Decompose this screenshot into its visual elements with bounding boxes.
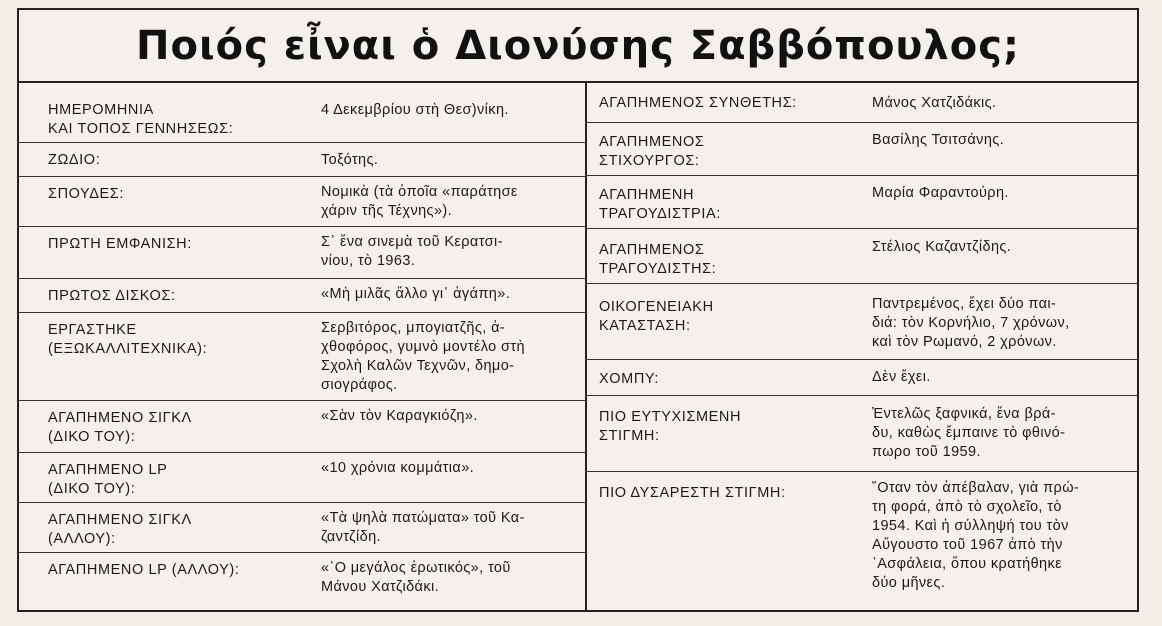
table-row: [585, 123, 1137, 176]
table-row: [19, 143, 585, 177]
table-row: [585, 83, 1137, 123]
table-row: [19, 313, 585, 401]
row-label: ΑΓΑΠΗΜΕΝΟ LP (ΑΛΛΟΥ):: [48, 562, 240, 578]
row-value: Δὲν ἔχει.: [872, 369, 931, 385]
table-row: [585, 396, 1137, 472]
row-label: ΧΟΜΠΥ:: [599, 371, 659, 387]
row-value: 4 Δεκεμβρίου στὴ Θεσ)νίκη.: [321, 102, 509, 118]
questionnaire-frame: [17, 8, 1139, 612]
row-value: Νομικὰ (τὰ ὁποῖα «παράτησε χάριν τῆς Τέχνης»).: [321, 184, 518, 219]
table-row: [585, 472, 1137, 614]
row-label: ΠΡΩΤΗ ΕΜΦΑΝΙΣΗ:: [48, 236, 192, 252]
row-label: ΑΓΑΠΗΜΕΝΗ ΤΡΑΓΟΥΔΙΣΤΡΙΑ:: [599, 187, 721, 222]
row-label: ΠΡΩΤΟΣ ΔΙΣΚΟΣ:: [48, 288, 176, 304]
table-row: [585, 176, 1137, 229]
row-label: ΑΓΑΠΗΜΕΝΟΣ ΣΤΙΧΟΥΡΓΟΣ:: [599, 134, 705, 169]
table-row: [19, 553, 585, 614]
row-value: Σ᾿ ἕνα σινεμὰ τοῦ Κερατσι- νίου, τὸ 1963.: [321, 234, 503, 269]
row-label: ΑΓΑΠΗΜΕΝΟ ΣΙΓΚΛ (ΑΛΛΟΥ):: [48, 512, 192, 547]
row-value: «Σὰν τὸν Καραγκιόζη».: [321, 408, 478, 424]
row-value: «10 χρόνια κομμάτια».: [321, 460, 475, 476]
row-value: Βασίλης Τσιτσάνης.: [872, 132, 1005, 148]
row-value: «Μὴ μιλᾶς ἄλλο γι᾿ ἀγάπη».: [321, 286, 511, 302]
table-row: [19, 503, 585, 553]
right-column: [585, 83, 1137, 610]
row-label: ΠΙΟ ΕΥΤΥΧΙΣΜΕΝΗ ΣΤΙΓΜΗ:: [599, 409, 742, 444]
row-value: Σερβιτόρος, μπογιατζῆς, ἀ- χθοφόρος, γυμνὸ μοντέλο στὴ Σχολὴ Καλῶν Τεχνῶν, δημο- σιογράφος.: [321, 320, 525, 393]
row-label: ΖΩΔΙΟ:: [48, 152, 101, 168]
row-value: «῾Ο μεγάλος ἐρωτικός», τοῦ Μάνου Χατζιδάκι.: [321, 560, 511, 595]
table-row: [19, 177, 585, 227]
row-label: ΣΠΟΥΔΕΣ:: [48, 186, 124, 202]
row-label: ΠΙΟ ΔΥΣΑΡΕΣΤΗ ΣΤΙΓΜΗ:: [599, 485, 786, 501]
table-row: [585, 229, 1137, 284]
row-value: Στέλιος Καζαντζίδης.: [872, 239, 1012, 255]
row-value: «Τὰ ψηλὰ πατώματα» τοῦ Κα- ζαντζίδη.: [321, 510, 525, 545]
row-value: Παντρεμένος, ἔχει δύο παι- διά: τὸν Κορνήλιο, 7 χρόνων, καὶ τὸν Ρωμανό, 2 χρόνων.: [872, 296, 1070, 350]
row-label: ΑΓΑΠΗΜΕΝΟ LP (ΔΙΚΟ ΤΟΥ):: [48, 462, 168, 497]
row-value: Μάνος Χατζιδάκις.: [872, 95, 997, 111]
table-row: [585, 360, 1137, 396]
row-label: ΕΡΓΑΣΤΗΚΕ (ΕΞΩΚΑΛΛΙΤΕΧΝΙΚΑ):: [48, 322, 208, 357]
table-row: [19, 83, 585, 143]
row-label: ΗΜΕΡΟΜΗΝΙΑ ΚΑΙ ΤΟΠΟΣ ΓΕΝΝΗΣΕΩΣ:: [48, 102, 234, 137]
row-value: ῞Οταν τὸν ἀπέβαλαν, γιὰ πρώ- τη φορά, ἀπὸ τὸ σχολεῖο, τὸ 1954. Καὶ ἡ σύλληψή του τὸν Αὔγουστο τοῦ 1967 ἀπὸ τὴν ᾿Ασφάλεια, ὅπου κρατήθηκε δύο μῆνες.: [872, 480, 1080, 591]
table-row: [585, 284, 1137, 360]
row-label: ΑΓΑΠΗΜΕΝΟ ΣΙΓΚΛ (ΔΙΚΟ ΤΟΥ):: [48, 410, 192, 445]
row-value: Μαρία Φαραντούρη.: [872, 185, 1009, 201]
table-row: [19, 453, 585, 503]
row-label: ΟΙΚΟΓΕΝΕΙΑΚΗ ΚΑΤΑΣΤΑΣΗ:: [599, 299, 714, 334]
left-column: [19, 83, 587, 610]
table-row: [19, 279, 585, 313]
row-label: ΑΓΑΠΗΜΕΝΟΣ ΤΡΑΓΟΥΔΙΣΤΗΣ:: [599, 242, 717, 277]
table-row: [19, 401, 585, 453]
row-label: ΑΓΑΠΗΜΕΝΟΣ ΣΥΝΘΕΤΗΣ:: [599, 95, 797, 111]
table-row: [19, 227, 585, 279]
row-value: Ἐντελῶς ξαφνικά, ἕνα βρά- δυ, καθὼς ἔμπαινε τὸ φθινό- πωρο τοῦ 1959.: [872, 406, 1066, 460]
row-value: Τοξότης.: [321, 152, 379, 168]
page-title: Ποιός εἶναι ὁ Διονύσης Σαββόπουλος;: [19, 10, 1137, 83]
